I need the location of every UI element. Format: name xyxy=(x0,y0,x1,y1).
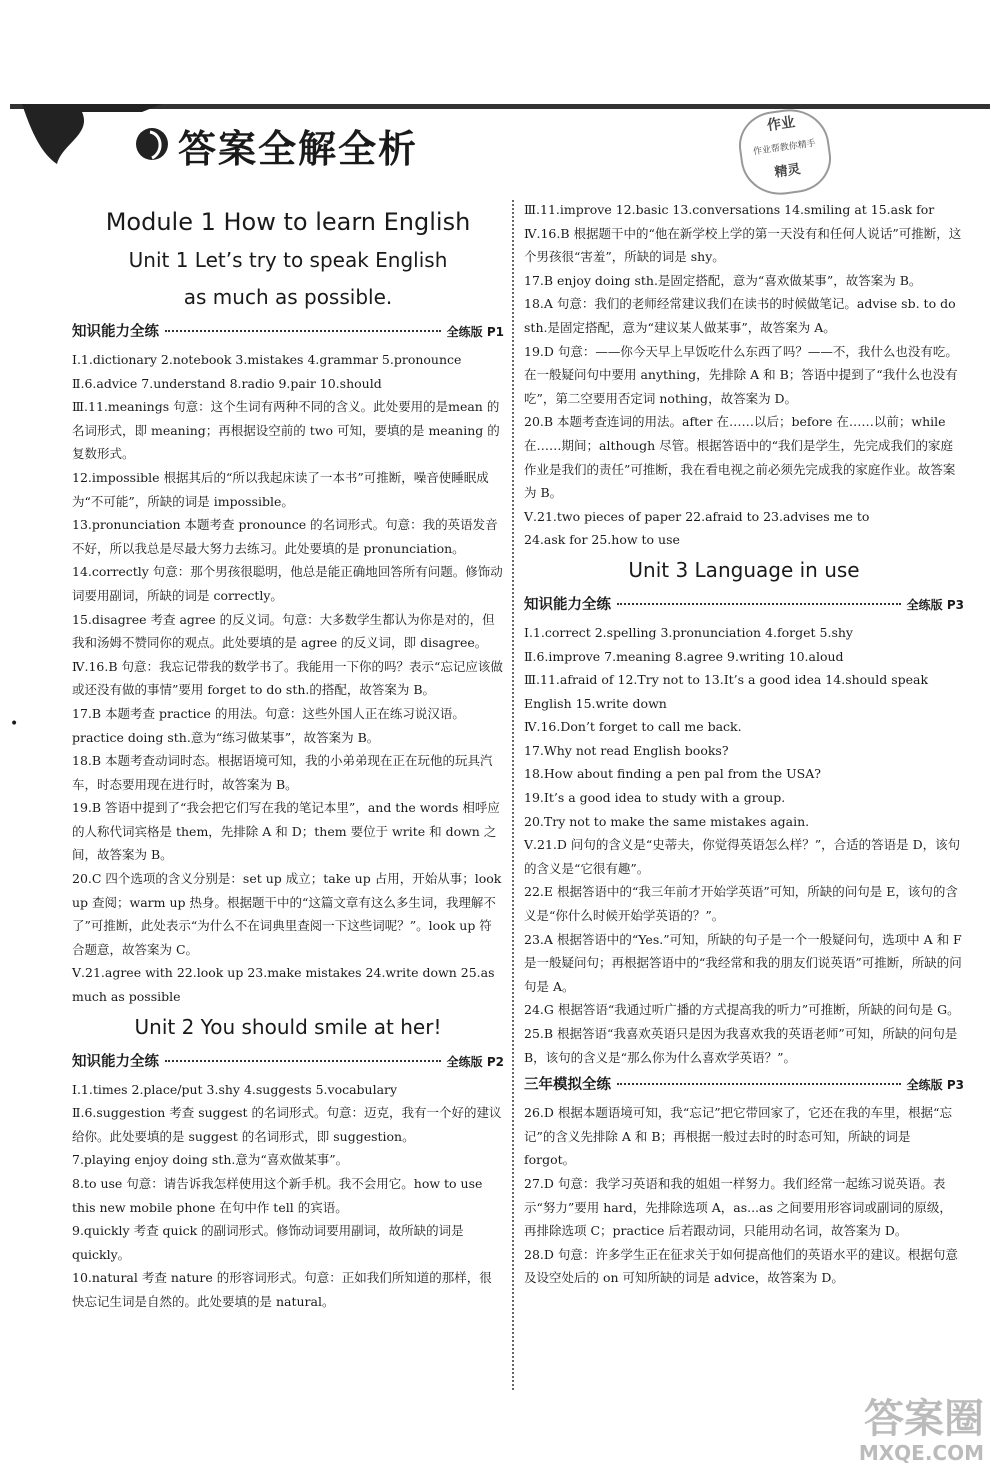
answer-item: Ⅴ.21.D 问句的含义是“史蒂夫，你觉得英语怎么样？”，合适的答语是 D，该句的含义是“它很有趣”。 xyxy=(524,837,961,876)
stamp-line: 精灵 xyxy=(773,162,802,181)
section-page-ref: 全练版 P1 xyxy=(446,325,504,339)
section-name: 三年模拟全练 xyxy=(524,1077,611,1094)
section-header xyxy=(524,591,964,619)
watermark-logo xyxy=(859,1397,984,1465)
answer-item: Ⅰ.1.dictionary 2.notebook 3.mistakes 4.grammar 5.pronounce xyxy=(72,352,462,367)
answer-item: 17.Why not read English books? xyxy=(524,742,729,758)
answer-item: 9.quickly 考查 quick 的副词形式。修饰动词要用副词，故所缺的词是 quickly。 xyxy=(72,1223,464,1262)
answer-item: 8.to use 句意：请告诉我怎样使用这个新手机。我不会用它。how to use this new mobile phone 在句中作 tell 的宾语。 xyxy=(72,1176,483,1215)
answer-item: 18.A 句意：我们的老师经常建议我们在读书的时候做笔记。advise sb. to do sth.是固定搭配，意为“建议某人做某事”，故答案为 A。 xyxy=(524,296,956,335)
leader-dots xyxy=(165,1060,441,1062)
section-page-ref: 全练版 P3 xyxy=(906,1078,964,1093)
answer-item: 24.ask for 25.how to use xyxy=(524,532,680,548)
answer-item: Ⅳ.16.Don’t forget to call me back. xyxy=(524,719,742,735)
answer-item: 27.D 句意：我学习英语和我的姐姐一样努力。我们经常一起练习说英语。表示“努力”要用 hard，先排除选项 A，as...as 之间要用形容词或副词的原级，再排除选项 C；practice 后若跟动词，只能用动名词，故答案为 D。 xyxy=(524,1175,952,1239)
answer-item: Ⅳ.16.B 句意：我忘记带我的数学书了。我能用一下你的吗？表示“忘记应该做或还没有做的事情”要用 forget to do sth.的搭配，故答案为 B。 xyxy=(72,658,503,698)
margin-dot: • xyxy=(10,716,19,732)
answer-item: 14.correctly 句意：那个男孩很聪明，他总是能正确地回答所有问题。修饰动词要用副词，所缺的词是 correctly。 xyxy=(72,564,503,603)
unit-title: Unit 3 Language in use xyxy=(628,557,860,582)
leader-dots xyxy=(165,330,441,332)
answer-item: 19.It’s a good idea to study with a group. xyxy=(524,790,786,806)
leader-dots xyxy=(617,603,901,605)
answer-item: Ⅰ.1.correct 2.spelling 3.pronunciation 4.forget 5.shy xyxy=(524,624,853,640)
unit-title: Unit 1 Let’s try to speak English xyxy=(128,248,448,272)
stamp-line: 作业帮教你精手 xyxy=(752,138,817,158)
header-ornament-icon xyxy=(22,104,172,174)
answer-item: 18.B 本题考查动词时态。根据语境可知，我的小弟弟现在正在玩他的玩具汽车，时态要用现在进行时，故答案为 B。 xyxy=(72,753,493,792)
answer-item: 19.D 句意：——你今天早上早饭吃什么东西了吗？——不，我什么也没有吃。在一般疑问句中要用 anything，先排除 A 和 B；答语中提到了“我什么也没有吃”，第二空要用否定词 nothing，故答案为 D。 xyxy=(524,343,958,406)
answer-item: 28.D 句意：许多学生正在征求关于如何提高他们的英语水平的建议。根据句意及设空处后的 on 可知所缺的词是 advice，故答案为 D。 xyxy=(524,1246,958,1286)
answer-item: 18.How about finding a pen pal from the USA? xyxy=(524,766,821,782)
answer-item: Ⅴ.21.two pieces of paper 22.afraid to 23.advises me to xyxy=(524,508,870,524)
section-name: 知识能力全练 xyxy=(72,324,159,340)
answer-item: 23.A 根据答语中的“Yes.”可知，所缺的句子是一个一般疑问句，选项中 A 和 F 是一般疑问句；再根据答语中的“我经常和我的朋友们说英语”可推断，所缺的问句是 A。 xyxy=(524,931,962,994)
unit-title: Unit 2 You should smile at her! xyxy=(134,1014,442,1039)
section-name: 知识能力全练 xyxy=(72,1053,159,1070)
answer-item: Ⅲ.11.improve 12.basic 13.conversations 14.smiling at 15.ask for xyxy=(524,202,935,217)
section-name: 知识能力全练 xyxy=(524,596,611,613)
answer-item: 19.B 答语中提到了“我会把它们写在我的笔记本里”，and the words 相呼应的人称代词宾格是 them，先排除 A 和 D；them 要位于 write 和 down 之间，故答案为 B。 xyxy=(72,800,500,863)
answer-item: 17.B 本题考查 practice 的用法。句意：这些外国人正在练习说汉语。practice doing sth.意为“练习做某事”，故答案为 B。 xyxy=(72,705,465,745)
answer-item: 10.natural 考查 nature 的形容词形式。句意：正如我们所知道的那样，很快忘记生词是自然的。此处要填的是 natural。 xyxy=(72,1270,492,1309)
watermark-text: 答案圈 xyxy=(864,1396,984,1442)
left-column xyxy=(72,198,504,1314)
page-title: 答案全解全析 xyxy=(178,127,419,171)
answer-item: Ⅲ.11.meanings 句意：这个生词有两种不同的含义。此处要用的是mean 的名词形式，即 meaning；再根据设空前的 two 可知，要填的是 meaning 的复数形式。 xyxy=(72,399,500,462)
answer-item: Ⅱ.6.suggestion 考查 suggest 的名词形式。句意：迈克，我有一个好的建议给你。此处要填的是 suggest 的名词形式，即 suggestion。 xyxy=(72,1105,502,1144)
column-divider xyxy=(512,200,514,1390)
answer-item: 13.pronunciation 本题考查 pronounce 的名词形式。句意：我的英语发音不好，所以我总是尽最大努力去练习。此处要填的是 pronunciation。 xyxy=(72,517,498,556)
unit-title: as much as possible. xyxy=(183,285,393,309)
answer-item: 20.B 本题考查连词的用法。after 在……以后；before 在……以前；while 在……期间；although 尽管。根据答语中的“我们是学生，先完成我们的家庭作业是我们的责任”可推断，我在看电视之前必须先完成我的家庭作业。故答案为 B。 xyxy=(524,414,956,501)
answer-item: 15.disagree 考查 agree 的反义词。句意：大多数学生都认为你是对的，但我和汤姆不赞同你的观点。此处要填的是 agree 的反义词，即 disagree。 xyxy=(72,611,495,651)
module-title: Module 1 How to learn English xyxy=(105,208,471,236)
answer-item: 12.impossible 根据其后的“所以我起床读了一本书”可推断，噪音使睡眠成为“不可能”，所缺的词是 impossible。 xyxy=(72,469,489,509)
answer-item: 25.B 根据答语“我喜欢英语只是因为我喜欢我的英语老师”可知，所缺的问句是 B，该句的含义是“那么你为什么喜欢学英语？”。 xyxy=(524,1026,958,1065)
leader-dots xyxy=(617,1083,901,1085)
answer-item: Ⅴ.21.agree with 22.look up 23.make mistakes 24.write down 25.as much as possible xyxy=(72,965,495,1005)
watermark-url: MXQE.COM xyxy=(858,1441,984,1465)
answer-item: Ⅰ.1.times 2.place/put 3.shy 4.suggests 5.vocabulary xyxy=(72,1081,398,1097)
section-header xyxy=(524,1071,964,1099)
answer-item: Ⅱ.6.improve 7.meaning 8.agree 9.writing 10.aloud xyxy=(524,648,844,664)
answer-item: 17.B enjoy doing sth.是固定搭配，意为“喜欢做某事”，故答案为 B。 xyxy=(524,272,922,288)
stamp-logo xyxy=(735,104,836,200)
section-header xyxy=(72,1048,504,1076)
answer-item: Ⅱ.6.advice 7.understand 8.radio 9.pair 10.should xyxy=(72,375,382,391)
right-column xyxy=(524,198,964,1290)
answer-item: 7.playing enjoy doing sth.意为“喜欢做某事”。 xyxy=(72,1152,349,1168)
answer-item: 20.C 四个选项的含义分别是：set up 成立；take up 占用，开始从事；look up 查阅；warm up 热身。根据题干中的“这篇文章有这么多生词，我理解不了”可推断，此处表示“为什么不在词典里查阅一下这些词呢？”。look up 符合题意，故答案为 C。 xyxy=(72,871,502,957)
answer-item: Ⅳ.16.B 根据题干中的“他在新学校上学的第一天没有和任何人说话”可推断，这个男孩很“害羞”，所缺的词是 shy。 xyxy=(524,225,962,265)
section-page-ref: 全练版 P3 xyxy=(906,597,964,612)
section-page-ref: 全练版 P2 xyxy=(446,1054,504,1069)
stamp-line: 作业 xyxy=(766,114,797,135)
answer-item: 20.Try not to make the same mistakes again. xyxy=(524,813,810,829)
section-header xyxy=(72,318,504,346)
answer-item: 24.G 根据答语“我通过听广播的方式提高我的听力”可推断，所缺的问句是 G。 xyxy=(524,1002,960,1018)
answer-item: Ⅲ.11.afraid of 12.Try not to 13.It’s a good idea 14.should speak English 15.write down xyxy=(524,672,929,711)
answer-item: 26.D 根据本题语境可知，我“忘记”把它带回家了，它还在我的车里，根据“忘记”的含义先排除 A 和 B；再根据一般过去时的时态可知，所缺的词是 forgot。 xyxy=(524,1105,953,1168)
answer-item: 22.E 根据答语中的“我三年前才开始学英语”可知，所缺的问句是 E，该句的含义是“你什么时候开始学英语的？”。 xyxy=(524,884,958,924)
